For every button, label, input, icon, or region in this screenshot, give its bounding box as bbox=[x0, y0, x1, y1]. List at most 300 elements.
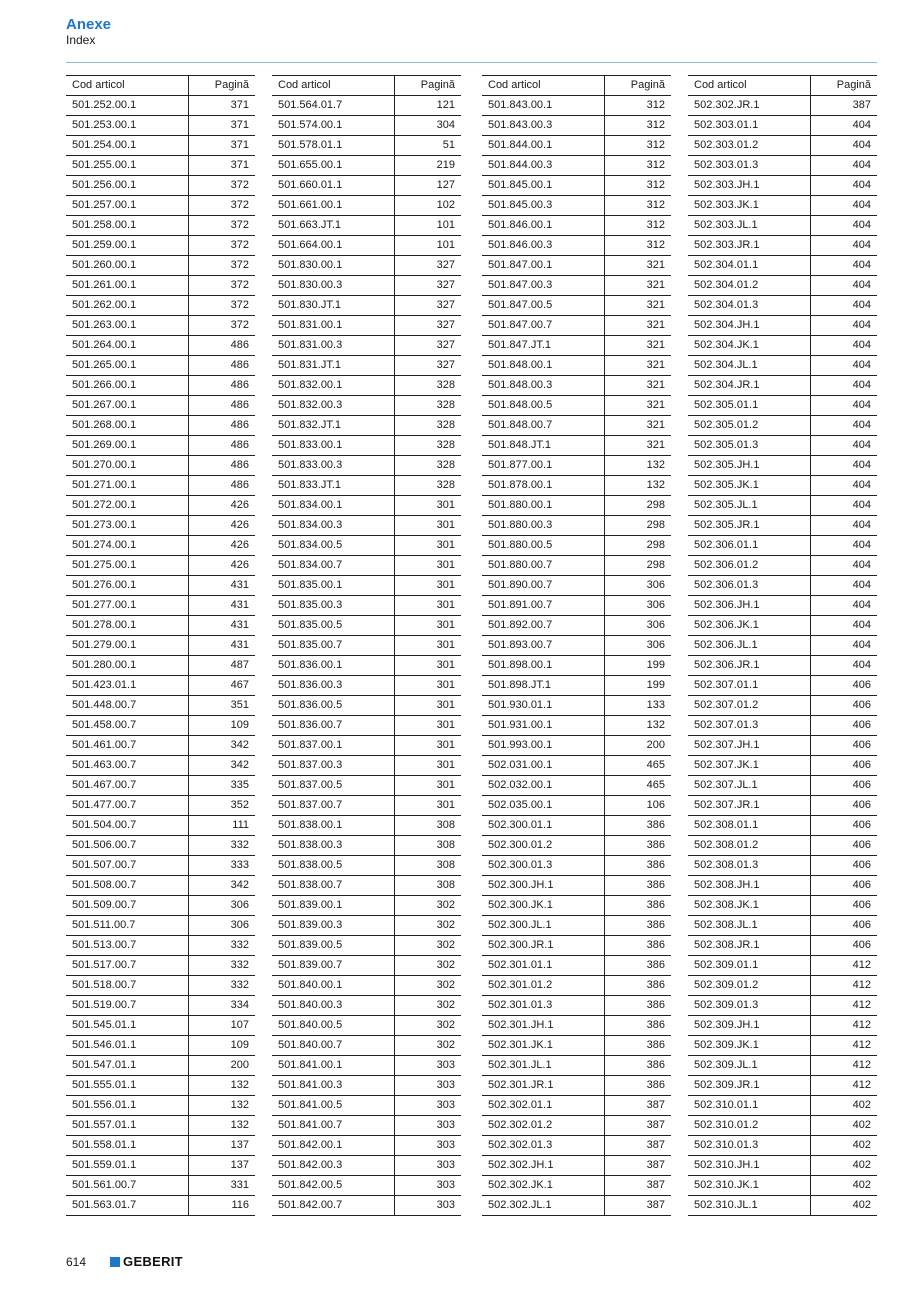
article-code: 501.273.00.1 bbox=[66, 516, 189, 536]
article-code: 501.555.01.1 bbox=[66, 1076, 189, 1096]
table-row bbox=[688, 376, 877, 396]
page-ref: 351 bbox=[189, 696, 256, 716]
article-code: 501.841.00.7 bbox=[272, 1116, 395, 1136]
table-row bbox=[482, 216, 671, 236]
table-row bbox=[482, 716, 671, 736]
article-code: 502.032.00.1 bbox=[482, 776, 605, 796]
table-row bbox=[482, 836, 671, 856]
article-code: 502.309.01.1 bbox=[688, 956, 811, 976]
article-code: 501.835.00.3 bbox=[272, 596, 395, 616]
table-row bbox=[272, 1176, 461, 1196]
table-row bbox=[272, 1036, 461, 1056]
page-ref: 412 bbox=[811, 1056, 878, 1076]
table-row bbox=[66, 1036, 255, 1056]
article-code: 501.838.00.5 bbox=[272, 856, 395, 876]
table-row bbox=[272, 996, 461, 1016]
page-ref: 328 bbox=[395, 476, 462, 496]
table-row bbox=[482, 436, 671, 456]
table-row bbox=[688, 216, 877, 236]
article-code: 502.309.01.3 bbox=[688, 996, 811, 1016]
page-ref: 306 bbox=[605, 616, 672, 636]
article-code: 502.310.JL.1 bbox=[688, 1196, 811, 1216]
page-ref: 132 bbox=[189, 1116, 256, 1136]
article-code: 501.848.00.5 bbox=[482, 396, 605, 416]
article-code: 501.842.00.1 bbox=[272, 1136, 395, 1156]
page-ref: 306 bbox=[189, 916, 256, 936]
page-ref: 312 bbox=[605, 156, 672, 176]
article-code: 501.836.00.3 bbox=[272, 676, 395, 696]
page-ref: 303 bbox=[395, 1096, 462, 1116]
article-code: 501.660.01.1 bbox=[272, 176, 395, 196]
table-row bbox=[482, 596, 671, 616]
page-ref: 352 bbox=[189, 796, 256, 816]
table-row bbox=[482, 636, 671, 656]
table-row bbox=[482, 96, 671, 116]
index-table-4 bbox=[688, 75, 877, 1216]
article-code: 501.563.01.7 bbox=[66, 1196, 189, 1216]
article-code: 502.300.01.2 bbox=[482, 836, 605, 856]
page-ref: 386 bbox=[605, 856, 672, 876]
table-row bbox=[482, 1136, 671, 1156]
article-code: 501.842.00.3 bbox=[272, 1156, 395, 1176]
article-code: 501.556.01.1 bbox=[66, 1096, 189, 1116]
article-code: 501.841.00.1 bbox=[272, 1056, 395, 1076]
article-code: 501.276.00.1 bbox=[66, 576, 189, 596]
table-row bbox=[272, 196, 461, 216]
table-row bbox=[66, 956, 255, 976]
table-row bbox=[688, 536, 877, 556]
page-ref: 302 bbox=[395, 916, 462, 936]
page-ref: 404 bbox=[811, 176, 878, 196]
article-code: 502.302.JH.1 bbox=[482, 1156, 605, 1176]
page-ref: 486 bbox=[189, 376, 256, 396]
article-code: 501.847.00.3 bbox=[482, 276, 605, 296]
page-ref: 404 bbox=[811, 296, 878, 316]
page-ref: 312 bbox=[605, 216, 672, 236]
article-code: 501.259.00.1 bbox=[66, 236, 189, 256]
article-code: 502.308.JL.1 bbox=[688, 916, 811, 936]
article-code: 502.308.JR.1 bbox=[688, 936, 811, 956]
article-code: 501.423.01.1 bbox=[66, 676, 189, 696]
page-ref: 321 bbox=[605, 416, 672, 436]
page-ref: 486 bbox=[189, 336, 256, 356]
table-row bbox=[688, 776, 877, 796]
table-row bbox=[272, 176, 461, 196]
page-ref: 301 bbox=[395, 736, 462, 756]
page-ref: 387 bbox=[605, 1156, 672, 1176]
table-row bbox=[482, 996, 671, 1016]
article-code: 501.836.00.1 bbox=[272, 656, 395, 676]
table-row bbox=[66, 756, 255, 776]
article-code: 501.839.00.7 bbox=[272, 956, 395, 976]
page-ref: 406 bbox=[811, 816, 878, 836]
table-row bbox=[66, 716, 255, 736]
article-code: 501.517.00.7 bbox=[66, 956, 189, 976]
article-code: 501.519.00.7 bbox=[66, 996, 189, 1016]
page-ref: 301 bbox=[395, 776, 462, 796]
page-ref: 406 bbox=[811, 876, 878, 896]
table-row bbox=[482, 1096, 671, 1116]
table-row bbox=[482, 316, 671, 336]
page-ref: 303 bbox=[395, 1116, 462, 1136]
table-row bbox=[688, 156, 877, 176]
table-row bbox=[272, 276, 461, 296]
table-row bbox=[688, 416, 877, 436]
table-row bbox=[272, 656, 461, 676]
article-code: 501.463.00.7 bbox=[66, 756, 189, 776]
table-row bbox=[482, 256, 671, 276]
header-page: Pagină bbox=[189, 76, 256, 96]
page-ref: 406 bbox=[811, 936, 878, 956]
header-page: Pagină bbox=[395, 76, 462, 96]
table-row bbox=[482, 196, 671, 216]
table-row bbox=[482, 276, 671, 296]
article-code: 502.310.JK.1 bbox=[688, 1176, 811, 1196]
page-ref: 321 bbox=[605, 276, 672, 296]
article-code: 502.302.01.2 bbox=[482, 1116, 605, 1136]
table-row bbox=[66, 1076, 255, 1096]
article-code: 501.267.00.1 bbox=[66, 396, 189, 416]
page-ref: 404 bbox=[811, 356, 878, 376]
table-row bbox=[482, 336, 671, 356]
page-ref: 372 bbox=[189, 316, 256, 336]
table-row bbox=[482, 676, 671, 696]
table-row bbox=[688, 836, 877, 856]
article-code: 502.306.JR.1 bbox=[688, 656, 811, 676]
article-code: 502.303.JR.1 bbox=[688, 236, 811, 256]
table-row bbox=[66, 1056, 255, 1076]
table-row bbox=[66, 556, 255, 576]
table-row bbox=[272, 136, 461, 156]
article-code: 501.511.00.7 bbox=[66, 916, 189, 936]
table-row bbox=[66, 316, 255, 336]
article-code: 502.301.JR.1 bbox=[482, 1076, 605, 1096]
table-row bbox=[272, 916, 461, 936]
table-row bbox=[272, 496, 461, 516]
article-code: 502.308.01.2 bbox=[688, 836, 811, 856]
page-ref: 386 bbox=[605, 916, 672, 936]
page-ref: 306 bbox=[189, 896, 256, 916]
article-code: 501.664.00.1 bbox=[272, 236, 395, 256]
article-code: 502.310.01.2 bbox=[688, 1116, 811, 1136]
article-code: 501.835.00.5 bbox=[272, 616, 395, 636]
page-ref: 404 bbox=[811, 196, 878, 216]
table-row bbox=[272, 816, 461, 836]
article-code: 501.877.00.1 bbox=[482, 456, 605, 476]
article-code: 501.266.00.1 bbox=[66, 376, 189, 396]
article-code: 502.302.JL.1 bbox=[482, 1196, 605, 1216]
table-row bbox=[66, 796, 255, 816]
table-row bbox=[272, 156, 461, 176]
article-code: 501.832.JT.1 bbox=[272, 416, 395, 436]
article-code: 501.558.01.1 bbox=[66, 1136, 189, 1156]
table-row bbox=[482, 496, 671, 516]
page-ref: 371 bbox=[189, 96, 256, 116]
article-code: 502.305.JH.1 bbox=[688, 456, 811, 476]
page-ref: 109 bbox=[189, 716, 256, 736]
table-row bbox=[688, 696, 877, 716]
table-row bbox=[482, 536, 671, 556]
page-ref: 328 bbox=[395, 456, 462, 476]
article-code: 501.508.00.7 bbox=[66, 876, 189, 896]
table-row bbox=[688, 456, 877, 476]
article-code: 502.306.01.2 bbox=[688, 556, 811, 576]
article-code: 501.833.00.3 bbox=[272, 456, 395, 476]
page-ref: 426 bbox=[189, 536, 256, 556]
page-ref: 301 bbox=[395, 796, 462, 816]
page-ref: 372 bbox=[189, 236, 256, 256]
page-ref: 404 bbox=[811, 636, 878, 656]
page-ref: 372 bbox=[189, 276, 256, 296]
table-row bbox=[272, 556, 461, 576]
article-code: 501.263.00.1 bbox=[66, 316, 189, 336]
article-code: 501.513.00.7 bbox=[66, 936, 189, 956]
page-ref: 486 bbox=[189, 356, 256, 376]
table-row bbox=[66, 96, 255, 116]
table-row bbox=[688, 956, 877, 976]
page-ref: 127 bbox=[395, 176, 462, 196]
table-row bbox=[482, 416, 671, 436]
table-row bbox=[688, 656, 877, 676]
article-code: 501.255.00.1 bbox=[66, 156, 189, 176]
page-ref: 301 bbox=[395, 616, 462, 636]
page-ref: 306 bbox=[605, 596, 672, 616]
page-ref: 303 bbox=[395, 1176, 462, 1196]
table-row bbox=[688, 1156, 877, 1176]
table-header-row bbox=[272, 76, 461, 96]
article-code: 502.301.01.2 bbox=[482, 976, 605, 996]
table-row bbox=[482, 476, 671, 496]
article-code: 501.253.00.1 bbox=[66, 116, 189, 136]
page-ref: 109 bbox=[189, 1036, 256, 1056]
table-row bbox=[272, 336, 461, 356]
page-ref: 321 bbox=[605, 396, 672, 416]
table-row bbox=[688, 716, 877, 736]
page-ref: 308 bbox=[395, 856, 462, 876]
page-ref: 301 bbox=[395, 576, 462, 596]
article-code: 501.880.00.5 bbox=[482, 536, 605, 556]
article-code: 501.271.00.1 bbox=[66, 476, 189, 496]
table-row bbox=[688, 636, 877, 656]
article-code: 502.302.JK.1 bbox=[482, 1176, 605, 1196]
table-row bbox=[688, 96, 877, 116]
page-ref: 121 bbox=[395, 96, 462, 116]
page-ref: 327 bbox=[395, 316, 462, 336]
table-row bbox=[272, 236, 461, 256]
table-row bbox=[66, 836, 255, 856]
table-header-row bbox=[482, 76, 671, 96]
article-code: 501.840.00.7 bbox=[272, 1036, 395, 1056]
table-row bbox=[688, 116, 877, 136]
table-row bbox=[688, 236, 877, 256]
table-row bbox=[272, 1096, 461, 1116]
table-row bbox=[482, 556, 671, 576]
article-code: 502.304.01.2 bbox=[688, 276, 811, 296]
table-row bbox=[272, 1076, 461, 1096]
table-row bbox=[272, 876, 461, 896]
page-ref: 404 bbox=[811, 616, 878, 636]
page-ref: 332 bbox=[189, 936, 256, 956]
page-ref: 298 bbox=[605, 556, 672, 576]
table-row bbox=[66, 156, 255, 176]
page-ref: 406 bbox=[811, 676, 878, 696]
table-row bbox=[482, 1156, 671, 1176]
index-table-1 bbox=[66, 75, 255, 1216]
table-row bbox=[272, 616, 461, 636]
article-code: 502.308.01.3 bbox=[688, 856, 811, 876]
article-code: 501.835.00.1 bbox=[272, 576, 395, 596]
page-ref: 404 bbox=[811, 556, 878, 576]
page-ref: 465 bbox=[605, 756, 672, 776]
table-row bbox=[482, 616, 671, 636]
table-row bbox=[688, 496, 877, 516]
article-code: 502.306.JH.1 bbox=[688, 596, 811, 616]
table-row bbox=[688, 876, 877, 896]
table-row bbox=[272, 516, 461, 536]
page-ref: 132 bbox=[605, 476, 672, 496]
article-code: 501.847.00.7 bbox=[482, 316, 605, 336]
table-row bbox=[688, 396, 877, 416]
article-code: 501.262.00.1 bbox=[66, 296, 189, 316]
page-ref: 342 bbox=[189, 756, 256, 776]
page-ref: 303 bbox=[395, 1196, 462, 1216]
page-ref: 412 bbox=[811, 1036, 878, 1056]
page-ref: 386 bbox=[605, 836, 672, 856]
table-row bbox=[66, 516, 255, 536]
table-row bbox=[272, 676, 461, 696]
page-ref: 487 bbox=[189, 656, 256, 676]
page-ref: 402 bbox=[811, 1096, 878, 1116]
page-ref: 312 bbox=[605, 176, 672, 196]
table-row bbox=[688, 816, 877, 836]
page-ref: 332 bbox=[189, 956, 256, 976]
table-row bbox=[66, 216, 255, 236]
article-code: 502.302.01.3 bbox=[482, 1136, 605, 1156]
table-row bbox=[66, 116, 255, 136]
article-code: 501.839.00.1 bbox=[272, 896, 395, 916]
page-ref: 404 bbox=[811, 596, 878, 616]
table-row bbox=[482, 356, 671, 376]
article-code: 501.843.00.1 bbox=[482, 96, 605, 116]
header-page: Pagină bbox=[811, 76, 878, 96]
page-footer bbox=[66, 1254, 183, 1269]
article-code: 501.830.JT.1 bbox=[272, 296, 395, 316]
table-row bbox=[688, 296, 877, 316]
page-ref: 304 bbox=[395, 116, 462, 136]
table-row bbox=[66, 576, 255, 596]
page-ref: 133 bbox=[605, 696, 672, 716]
article-code: 501.830.00.1 bbox=[272, 256, 395, 276]
page-ref: 431 bbox=[189, 616, 256, 636]
table-row bbox=[272, 636, 461, 656]
page-ref: 371 bbox=[189, 116, 256, 136]
page-ref: 386 bbox=[605, 996, 672, 1016]
article-code: 501.838.00.7 bbox=[272, 876, 395, 896]
table-row bbox=[66, 656, 255, 676]
article-code: 501.930.01.1 bbox=[482, 696, 605, 716]
table-row bbox=[688, 1136, 877, 1156]
page-ref: 372 bbox=[189, 196, 256, 216]
article-code: 501.880.00.7 bbox=[482, 556, 605, 576]
table-row bbox=[688, 1036, 877, 1056]
table-row bbox=[66, 776, 255, 796]
article-code: 502.307.01.1 bbox=[688, 676, 811, 696]
article-code: 501.270.00.1 bbox=[66, 456, 189, 476]
article-code: 501.279.00.1 bbox=[66, 636, 189, 656]
article-code: 501.831.00.1 bbox=[272, 316, 395, 336]
page-ref: 132 bbox=[605, 716, 672, 736]
table-row bbox=[272, 296, 461, 316]
page-ref: 335 bbox=[189, 776, 256, 796]
table-row bbox=[66, 676, 255, 696]
article-code: 501.274.00.1 bbox=[66, 536, 189, 556]
article-code: 502.309.JL.1 bbox=[688, 1056, 811, 1076]
section-title: Anexe bbox=[66, 16, 112, 33]
article-code: 502.310.01.3 bbox=[688, 1136, 811, 1156]
table-row bbox=[272, 1156, 461, 1176]
article-code: 501.257.00.1 bbox=[66, 196, 189, 216]
table-row bbox=[688, 1056, 877, 1076]
table-row bbox=[66, 376, 255, 396]
article-code: 502.308.JH.1 bbox=[688, 876, 811, 896]
table-row bbox=[66, 176, 255, 196]
page-ref: 111 bbox=[189, 816, 256, 836]
article-code: 501.477.00.7 bbox=[66, 796, 189, 816]
page-ref: 332 bbox=[189, 976, 256, 996]
table-row bbox=[66, 876, 255, 896]
brand-logo bbox=[110, 1254, 183, 1269]
article-code: 501.848.00.1 bbox=[482, 356, 605, 376]
header-divider bbox=[66, 62, 877, 63]
page-ref: 101 bbox=[395, 236, 462, 256]
article-code: 501.833.00.1 bbox=[272, 436, 395, 456]
table-row bbox=[66, 696, 255, 716]
article-code: 501.269.00.1 bbox=[66, 436, 189, 456]
table-row bbox=[272, 596, 461, 616]
article-code: 501.518.00.7 bbox=[66, 976, 189, 996]
article-code: 502.310.JH.1 bbox=[688, 1156, 811, 1176]
page-ref: 404 bbox=[811, 336, 878, 356]
table-row bbox=[272, 756, 461, 776]
article-code: 501.834.00.1 bbox=[272, 496, 395, 516]
table-row bbox=[272, 856, 461, 876]
table-row bbox=[688, 1196, 877, 1216]
table-row bbox=[272, 216, 461, 236]
article-code: 501.268.00.1 bbox=[66, 416, 189, 436]
page-ref: 321 bbox=[605, 256, 672, 276]
article-code: 501.663.JT.1 bbox=[272, 216, 395, 236]
table-row bbox=[482, 576, 671, 596]
table-row bbox=[688, 936, 877, 956]
page-ref: 308 bbox=[395, 816, 462, 836]
page-ref: 328 bbox=[395, 436, 462, 456]
article-code: 502.308.01.1 bbox=[688, 816, 811, 836]
header-code: Cod articol bbox=[482, 76, 605, 96]
article-code: 501.574.00.1 bbox=[272, 116, 395, 136]
page-ref: 101 bbox=[395, 216, 462, 236]
article-code: 502.306.01.3 bbox=[688, 576, 811, 596]
table-row bbox=[688, 916, 877, 936]
article-code: 502.305.01.2 bbox=[688, 416, 811, 436]
table-row bbox=[272, 396, 461, 416]
index-table-2 bbox=[272, 75, 461, 1216]
table-row bbox=[66, 1116, 255, 1136]
article-code: 501.258.00.1 bbox=[66, 216, 189, 236]
article-code: 502.305.JL.1 bbox=[688, 496, 811, 516]
article-code: 501.832.00.3 bbox=[272, 396, 395, 416]
article-code: 501.265.00.1 bbox=[66, 356, 189, 376]
table-row bbox=[66, 1016, 255, 1036]
